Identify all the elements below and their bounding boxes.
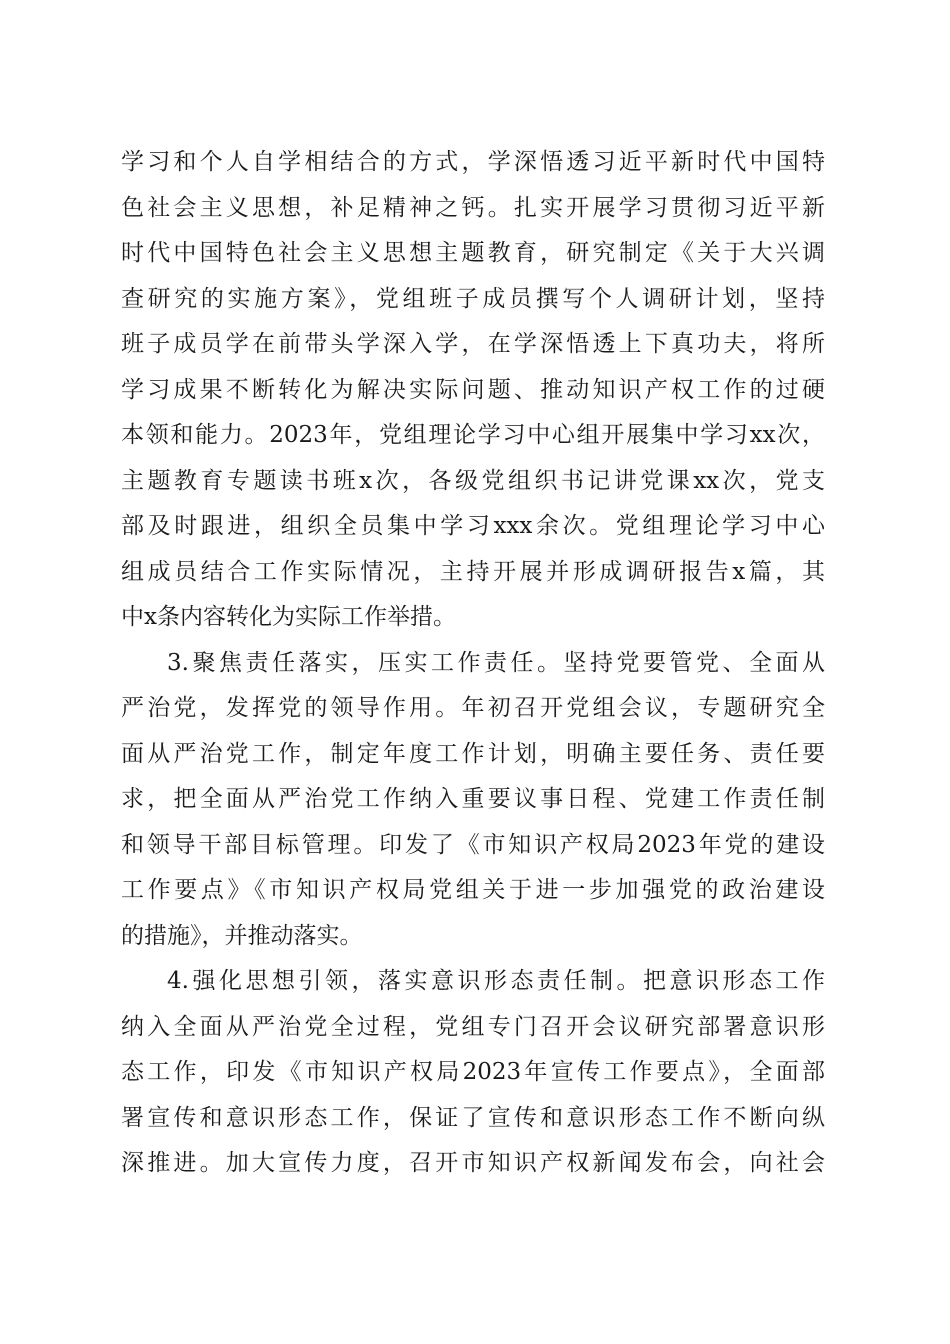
text-line: 组成员结合工作实际情况，主持开展并形成调研报告x篇，其	[121, 558, 825, 585]
text-line: 严治党，发挥党的领导作用。年初召开党组会议，专题研究全	[121, 695, 825, 721]
text-line: 查研究的实施方案》，党组班子成员撰写个人调研计划，坚持	[121, 285, 825, 312]
text-line: 求，把全面从严治党工作纳入重要议事日程、党建工作责任制	[121, 786, 825, 812]
text-line: 部及时跟进，组织全员集中学习xxx余次。党组理论学习中心	[121, 513, 825, 539]
text-line: 和领导干部目标管理。印发了《市知识产权局2023年党的建设	[121, 831, 825, 858]
text-line: 深推进。加大宣传力度，召开市知识产权新闻发布会，向社会	[121, 1150, 825, 1176]
text-line: 工作要点》《市知识产权局党组关于进一步加强党的政治建设	[121, 877, 825, 903]
text-line: 班子成员学在前带头学深入学，在学深悟透上下真功夫，将所	[121, 331, 825, 357]
text-line: 署宣传和意识形态工作，保证了宣传和意识形态工作不断向纵	[121, 1104, 825, 1131]
paragraph-heading-4: 4.强化思想引领，落实意识形态责任制。把意识形态工作	[167, 968, 825, 994]
text-line: 学习成果不断转化为解决实际问题、推动知识产权工作的过硬	[121, 376, 825, 403]
text-line: 主题教育专题读书班x次，各级党组织书记讲党课xx次，党支	[121, 467, 825, 494]
text-line: 色社会主义思想，补足精神之钙。扎实开展学习贯彻习近平新	[121, 194, 825, 221]
text-line: 的措施》，并推动落实。	[121, 922, 363, 949]
text-line: 纳入全面从严治党全过程，党组专门召开会议研究部署意识形	[121, 1013, 825, 1040]
document-body	[121, 140, 825, 1187]
text-line: 态工作，印发《市知识产权局2023年宣传工作要点》，全面部	[121, 1059, 825, 1085]
text-line: 中x条内容转化为实际工作举措。	[121, 604, 456, 630]
text-line: 本领和能力。2023年，党组理论学习中心组开展集中学习xx次，	[121, 422, 825, 448]
text-line: 时代中国特色社会主义思想主题教育，研究制定《关于大兴调	[121, 240, 825, 266]
text-line: 学习和个人自学相结合的方式，学深悟透习近平新时代中国特	[121, 149, 825, 175]
text-line: 面从严治党工作，制定年度工作计划，明确主要任务、责任要	[121, 740, 825, 767]
paragraph-heading-3: 3.聚焦责任落实，压实工作责任。坚持党要管党、全面从	[167, 649, 825, 676]
